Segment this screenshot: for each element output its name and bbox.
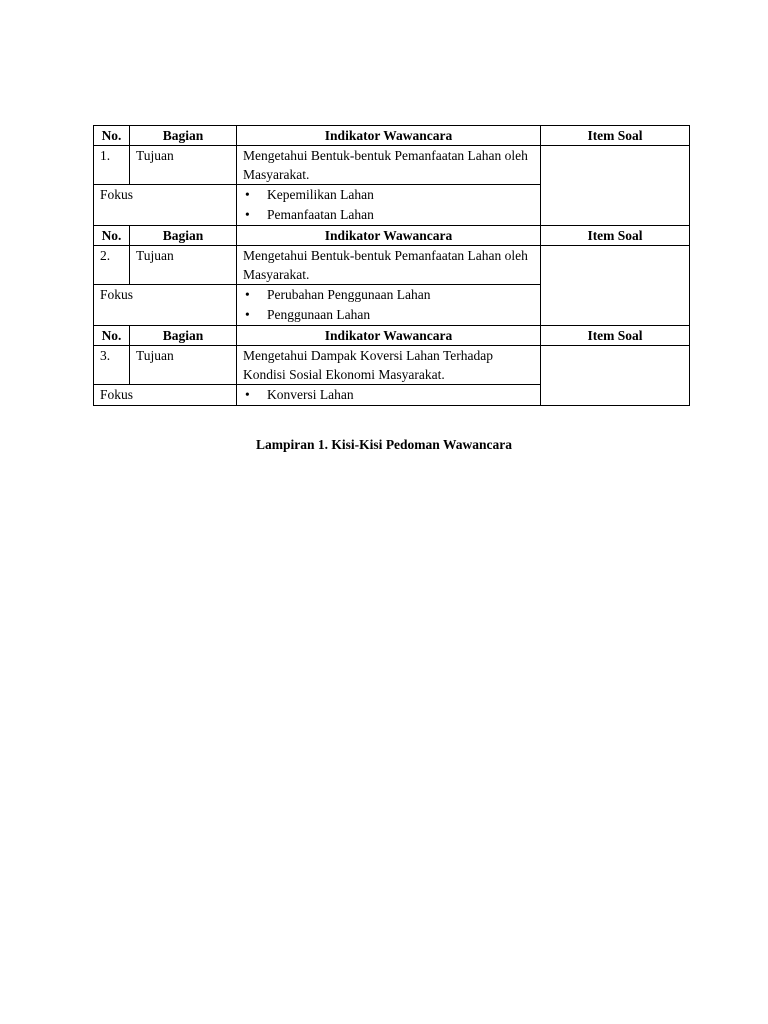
header-item-soal: Item Soal	[541, 126, 690, 146]
tujuan-row	[94, 246, 690, 285]
bullet-icon: •	[245, 307, 250, 322]
header-bagian: Bagian	[130, 126, 237, 146]
row-number: 2.	[94, 246, 130, 285]
list-item	[243, 305, 534, 325]
fokus-item-text: Pemanfaatan Lahan	[267, 207, 374, 222]
header-item-soal: Item Soal	[541, 226, 690, 246]
item-soal-cell	[541, 246, 690, 326]
tujuan-label: Tujuan	[130, 246, 237, 285]
fokus-items-cell	[237, 285, 541, 326]
bullet-icon: •	[245, 207, 250, 222]
header-indikator: Indikator Wawancara	[237, 126, 541, 146]
item-soal-cell	[541, 146, 690, 226]
fokus-label: Fokus	[94, 285, 237, 326]
row-number: 3.	[94, 346, 130, 385]
header-bagian: Bagian	[130, 226, 237, 246]
interview-grid-table	[93, 125, 690, 406]
header-indikator: Indikator Wawancara	[237, 326, 541, 346]
table-body	[94, 126, 690, 406]
list-item	[243, 185, 534, 205]
header-row	[94, 326, 690, 346]
fokus-list	[243, 285, 534, 325]
fokus-label: Fokus	[94, 185, 237, 226]
list-item	[243, 205, 534, 225]
header-no: No.	[94, 326, 130, 346]
row-number: 1.	[94, 146, 130, 185]
fokus-list	[243, 385, 534, 405]
header-no: No.	[94, 126, 130, 146]
header-bagian: Bagian	[130, 326, 237, 346]
fokus-item-text: Penggunaan Lahan	[267, 307, 371, 322]
fokus-label: Fokus	[94, 385, 237, 406]
list-item	[243, 285, 534, 305]
fokus-item-text: Kepemilikan Lahan	[267, 187, 374, 202]
tujuan-text: Mengetahui Bentuk-bentuk Pemanfaatan Lahan oleh Masyarakat.	[237, 246, 541, 285]
header-row	[94, 226, 690, 246]
document-caption: Lampiran 1. Kisi-Kisi Pedoman Wawancara	[256, 437, 512, 452]
header-item-soal: Item Soal	[541, 326, 690, 346]
tujuan-text: Mengetahui Bentuk-bentuk Pemanfaatan Lahan oleh Masyarakat.	[237, 146, 541, 185]
header-no: No.	[94, 226, 130, 246]
bullet-icon: •	[245, 287, 250, 302]
item-soal-cell	[541, 346, 690, 406]
tujuan-text: Mengetahui Dampak Koversi Lahan Terhadap Kondisi Sosial Ekonomi Masyarakat.	[237, 346, 541, 385]
header-indikator: Indikator Wawancara	[237, 226, 541, 246]
tujuan-label: Tujuan	[130, 146, 237, 185]
bullet-icon: •	[245, 187, 250, 202]
list-item	[243, 385, 534, 405]
tujuan-row	[94, 346, 690, 385]
tujuan-label: Tujuan	[130, 346, 237, 385]
bullet-icon: •	[245, 387, 250, 402]
fokus-item-text: Konversi Lahan	[267, 387, 354, 402]
fokus-items-cell	[237, 385, 541, 406]
fokus-items-cell	[237, 185, 541, 226]
fokus-list	[243, 185, 534, 225]
tujuan-row	[94, 146, 690, 185]
fokus-item-text: Perubahan Penggunaan Lahan	[267, 287, 431, 302]
header-row	[94, 126, 690, 146]
